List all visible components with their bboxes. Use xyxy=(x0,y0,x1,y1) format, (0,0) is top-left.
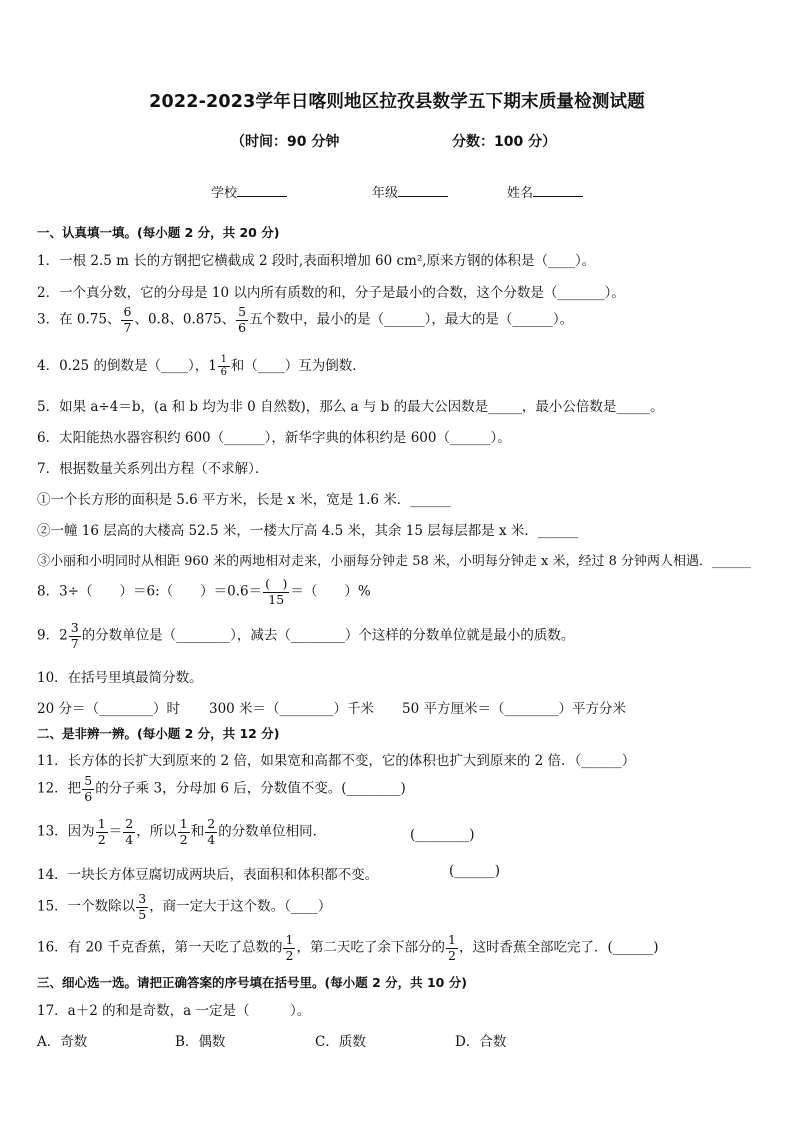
school-label: 学校 xyxy=(211,186,238,201)
name-field xyxy=(507,182,583,201)
fraction-5-6: $\frac{5}{6}$ xyxy=(82,775,94,803)
question-2: 2．一个真分数，它的分母是 10 以内所有质数的和，分子是最小的合数，这个分数是（_______）。 xyxy=(37,285,625,301)
grade-label: 年级 xyxy=(372,186,399,201)
question-6: 6．太阳能热水器容积约 600（______），新华字典的体积约是 600（______）。 xyxy=(37,430,511,446)
option-a: A．奇数 xyxy=(37,1034,88,1050)
question-7-1: ①一个长方形的面积是 5.6 平方米，长是 x 米，宽是 1.6 米．______ xyxy=(37,492,451,508)
section-3-heading: 三、细心选一选。请把正确答案的序号填在括号里。(每小题 2 分，共 10 分) xyxy=(37,975,467,990)
school-blank xyxy=(237,182,287,197)
question-4: 4．0.25 的倒数是（____），1 $\frac{1}{6}$ 和（____）互为倒数． xyxy=(37,354,366,378)
option-c: C．质数 xyxy=(315,1034,366,1050)
question-7-2: ②一幢 16 层高的大楼高 52.5 米，一楼大厅高 4.5 米，其余 15 层每层都是 x 米．______ xyxy=(37,523,579,539)
question-16: 16．有 20 千克香蕉，第一天吃了总数的 $\frac{1}{2}$ ，第二天吃了余下部分的 $\frac{1}{2}$ ，这时香蕉全部吃完了．(______) xyxy=(37,932,659,963)
question-13-answer: (________) xyxy=(410,827,475,843)
question-10: 10．在括号里填最简分数。 xyxy=(37,670,203,686)
name-label: 姓名 xyxy=(507,186,534,201)
fraction-1-2: $\frac{1}{2}$ xyxy=(178,818,190,846)
section-1-heading: 一、认真填一填。(每小题 2 分，共 20 分) xyxy=(37,225,280,240)
grade-blank xyxy=(398,182,448,197)
question-10-3: 50 平方厘米＝（________）平方分米 xyxy=(402,701,626,717)
question-14-answer: (______) xyxy=(449,863,501,879)
question-15: 15．一个数除以 $\frac{3}{5}$ ，商一定大于这个数。（____） xyxy=(37,891,332,922)
question-14: 14．一块长方体豆腐切成两块后，表面积和体积都不变。 xyxy=(37,867,379,883)
question-9: 9．2 $\frac{3}{7}$ 的分数单位是（________），减去（________）个这样的分数单位就是最小的质数。 xyxy=(37,620,575,651)
question-10-1: 20 分＝（________）时 xyxy=(37,701,180,717)
question-13: 13．因为 $\frac{1}{2}$ ＝ $\frac{2}{4}$ ，所以 $\frac{1}{2}$ 和 $\frac{2}{4}$ 的分数单位相同． xyxy=(37,816,327,847)
question-1: 1．一根 2.5 m 长的方钢把它横截成 2 段时,表面积增加 60 cm²,原来方钢的体积是（____）。 xyxy=(37,253,596,269)
school-field xyxy=(211,182,287,201)
grade-field xyxy=(372,182,448,201)
score-label: 分数：100 分） xyxy=(452,134,557,150)
question-8: 8．3÷（ ）＝6:（ ）＝0.6＝ $\frac{( )}{15}$ ＝（ ）% xyxy=(37,576,371,607)
option-b: B．偶数 xyxy=(175,1034,226,1050)
question-7: 7．根据数量关系列出方程（不求解）． xyxy=(37,461,269,477)
name-blank xyxy=(533,182,583,197)
question-7-3: ③小丽和小明同时从相距 960 米的两地相对走来，小丽每分钟走 58 米，小明每分钟走 x 米，经过 8 分钟两人相遇．______ xyxy=(37,554,752,569)
fraction-2-4: $\frac{2}{4}$ xyxy=(205,818,217,846)
question-12: 12．把 $\frac{5}{6}$ 的分子乘 3，分母加 6 后，分数值不变。(________) xyxy=(37,773,406,804)
fraction-3-5: $\frac{3}{5}$ xyxy=(136,893,148,921)
question-5: 5．如果 a÷4＝b，(a 和 b 均为非 0 自然数)，那么 a 与 b 的最大公因数是_____，最小公倍数是_____。 xyxy=(37,399,664,415)
fraction-1-2: $\frac{1}{2}$ xyxy=(283,934,295,962)
question-10-2: 300 米＝（________）千米 xyxy=(209,701,375,717)
question-3: 3．在 0.75、 $\frac{6}{7}$ 、0.8、0.875、 $\frac{5}{6}$ 五个数中，最小的是（______），最大的是（______）。 xyxy=(37,304,574,335)
question-17: 17．a＋2 的和是奇数，a 一定是（ ）。 xyxy=(37,1003,311,1019)
page-title: 2022-2023学年日喀则地区拉孜县数学五下期末质量检测试题 xyxy=(149,92,645,112)
fraction-2-4: $\frac{2}{4}$ xyxy=(123,818,135,846)
section-2-heading: 二、是非辨一辨。(每小题 2 分，共 12 分) xyxy=(37,726,280,741)
option-d: D．合数 xyxy=(455,1034,507,1050)
fraction-6-7: $\frac{6}{7}$ xyxy=(121,306,133,334)
fraction-3-7: $\frac{3}{7}$ xyxy=(69,622,81,650)
time-label: （时间：90 分钟 xyxy=(231,134,340,150)
fraction-blank-15: $\frac{( )}{15}$ xyxy=(265,576,288,607)
fraction-1-2: $\frac{1}{2}$ xyxy=(446,934,458,962)
fraction-1-6: $\frac{1}{6}$ xyxy=(218,355,230,378)
fraction-1-2: $\frac{1}{2}$ xyxy=(96,818,108,846)
fraction-5-6: $\frac{5}{6}$ xyxy=(236,306,248,334)
question-11: 11．长方体的长扩大到原来的 2 倍，如果宽和高都不变，它的体积也扩大到原来的 2 倍．（______） xyxy=(37,753,636,769)
